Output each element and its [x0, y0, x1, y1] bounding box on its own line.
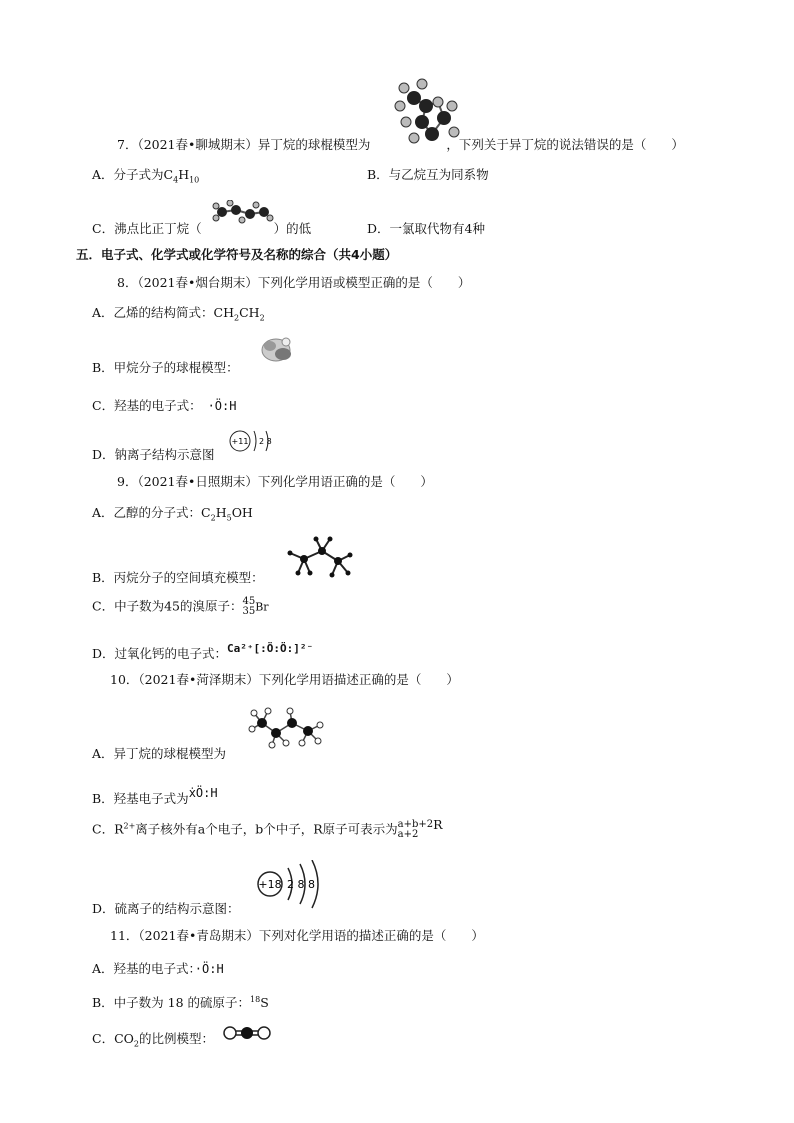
- propane-model-image: [286, 535, 354, 579]
- q11-b-prefix: B．中子数为 18 的硫原子：: [92, 995, 251, 1010]
- q9-a-sub2: 5: [226, 513, 232, 523]
- methane-ball-stick-image: [256, 332, 296, 368]
- q8-c-text: C．羟基的电子式：: [92, 398, 202, 413]
- q10-b-hydroxyl-formula: ẋÖ:H: [188, 786, 218, 800]
- q8-a-mid: CH: [239, 305, 260, 320]
- q9-c-text: C．中子数为45的溴原子：: [92, 598, 243, 614]
- q7-c-suffix: ）的低: [273, 221, 312, 236]
- q7-a-sub1: 4: [173, 175, 179, 185]
- s-shells-label: 2 8 8: [287, 878, 315, 891]
- question-9-stem: 9．（2021春•日照期末）下列化学用语正确的是（ ）: [117, 474, 433, 489]
- question-7-option-d: D．一氯取代物有4种: [367, 221, 485, 236]
- question-11-option-a: [92, 961, 224, 977]
- q11-c-prefix: C．CO: [92, 1031, 134, 1046]
- q9-a-end: OH: [231, 505, 253, 520]
- r-atom-notation: [398, 820, 433, 840]
- q9-d-text: D．过氧化钙的电子式：: [92, 646, 228, 661]
- q10-c-charge: 2+: [123, 821, 136, 831]
- question-10-option-c: [92, 816, 443, 840]
- q8-a-prefix: A．乙烯的结构简式：CH: [92, 305, 234, 320]
- r-symbol: R: [433, 816, 443, 832]
- question-11-stem: 11．（2021春•青岛期末）下列对化学用语的描述正确的是（ ）: [110, 928, 484, 943]
- section-5-title: 五．电子式、化学式或化学符号及名称的综合（共4小题）: [76, 247, 398, 262]
- question-8-stem: 8．（2021春•烟台期末）下列化学用语或模型正确的是（ ）: [117, 275, 471, 290]
- question-7-option-a: [92, 167, 199, 183]
- question-10-option-d: D．硫离子的结构示意图：: [92, 901, 240, 916]
- q11-a-hydroxyl-formula: ·Ö:H: [194, 962, 224, 976]
- r-mass-number: a+b+2: [397, 819, 434, 830]
- q11-c-suffix: 的比例模型：: [138, 1031, 214, 1046]
- q11-c-sub: 2: [133, 1039, 139, 1049]
- sodium-ion-structure-diagram: [228, 427, 280, 455]
- bromine-atomic-number: 35: [242, 606, 256, 617]
- question-10-option-b: [92, 786, 218, 807]
- q10-b-text: B．羟基电子式为: [92, 791, 189, 806]
- question-8-option-c: [92, 398, 236, 414]
- q8-a-sub2: 2: [259, 313, 265, 323]
- question-8-option-b: B．甲烷分子的球棍模型：: [92, 360, 239, 375]
- isobutane-model-option-a-image: [244, 705, 328, 749]
- question-7-stem: [117, 137, 684, 153]
- question-11-option-c: [92, 1031, 214, 1047]
- question-9-option-d: [92, 642, 314, 663]
- q9-a-sub1: 2: [210, 513, 216, 523]
- question-11-option-b: [92, 995, 269, 1011]
- question-7-stem-suffix: ，下列关于异丁烷的说法错误的是（ ）: [446, 137, 684, 152]
- q7-a-text: A．分子式为C: [92, 167, 174, 182]
- q10-c-mid: 离子核外有a个电子，b个中子，R原子可表示为: [135, 821, 398, 837]
- question-7-stem-prefix: 7．（2021春•聊城期末）异丁烷的球棍模型为: [117, 137, 371, 152]
- bromine-symbol: Br: [255, 600, 269, 614]
- na-shells-label: 2 8: [259, 437, 272, 446]
- question-10-stem: 10．（2021春•菏泽期末）下列化学用语描述正确的是（ ）: [110, 672, 459, 687]
- q7-a-sub2: 10: [189, 175, 200, 185]
- q7-a-mid: H: [178, 167, 190, 182]
- sulfur-symbol: S: [260, 995, 269, 1010]
- q9-a-prefix: A．乙醇的分子式：C: [92, 505, 211, 520]
- q11-a-text: A．羟基的电子式：: [92, 961, 195, 976]
- question-10-option-a: A．异丁烷的球棍模型为: [92, 746, 227, 761]
- calcium-peroxide-formula: Ca²⁺[:Ö:Ö:]²⁻: [227, 642, 314, 655]
- bromine-isotope-notation: [242, 597, 255, 617]
- q8-c-hydroxyl-formula: ·Ö:H: [207, 399, 237, 413]
- s-nucleus-label: +18: [258, 878, 282, 891]
- sulfur-mass-number: 18: [250, 994, 261, 1004]
- na-nucleus-label: +11: [231, 437, 249, 446]
- question-8-option-a: [92, 305, 265, 321]
- bromine-mass-number: 45: [242, 596, 256, 607]
- question-9-option-a: [92, 505, 253, 521]
- sulfide-ion-structure-diagram: [256, 860, 326, 910]
- question-7-option-c: [92, 221, 311, 237]
- q9-a-mid: H: [215, 505, 227, 520]
- question-7-option-b: B．与乙烷互为同系物: [367, 167, 489, 182]
- q8-a-sub1: 2: [234, 313, 240, 323]
- q7-c-prefix: C．沸点比正丁烷（: [92, 221, 202, 236]
- question-8-option-d: D．钠离子结构示意图: [92, 447, 215, 462]
- co2-scale-model-image: [222, 1025, 272, 1041]
- question-9-option-c: [92, 597, 269, 617]
- question-9-option-b: B．丙烷分子的空间填充模型：: [92, 570, 264, 585]
- q10-c-prefix: C．R: [92, 821, 124, 837]
- r-atomic-number: a+2: [397, 829, 419, 840]
